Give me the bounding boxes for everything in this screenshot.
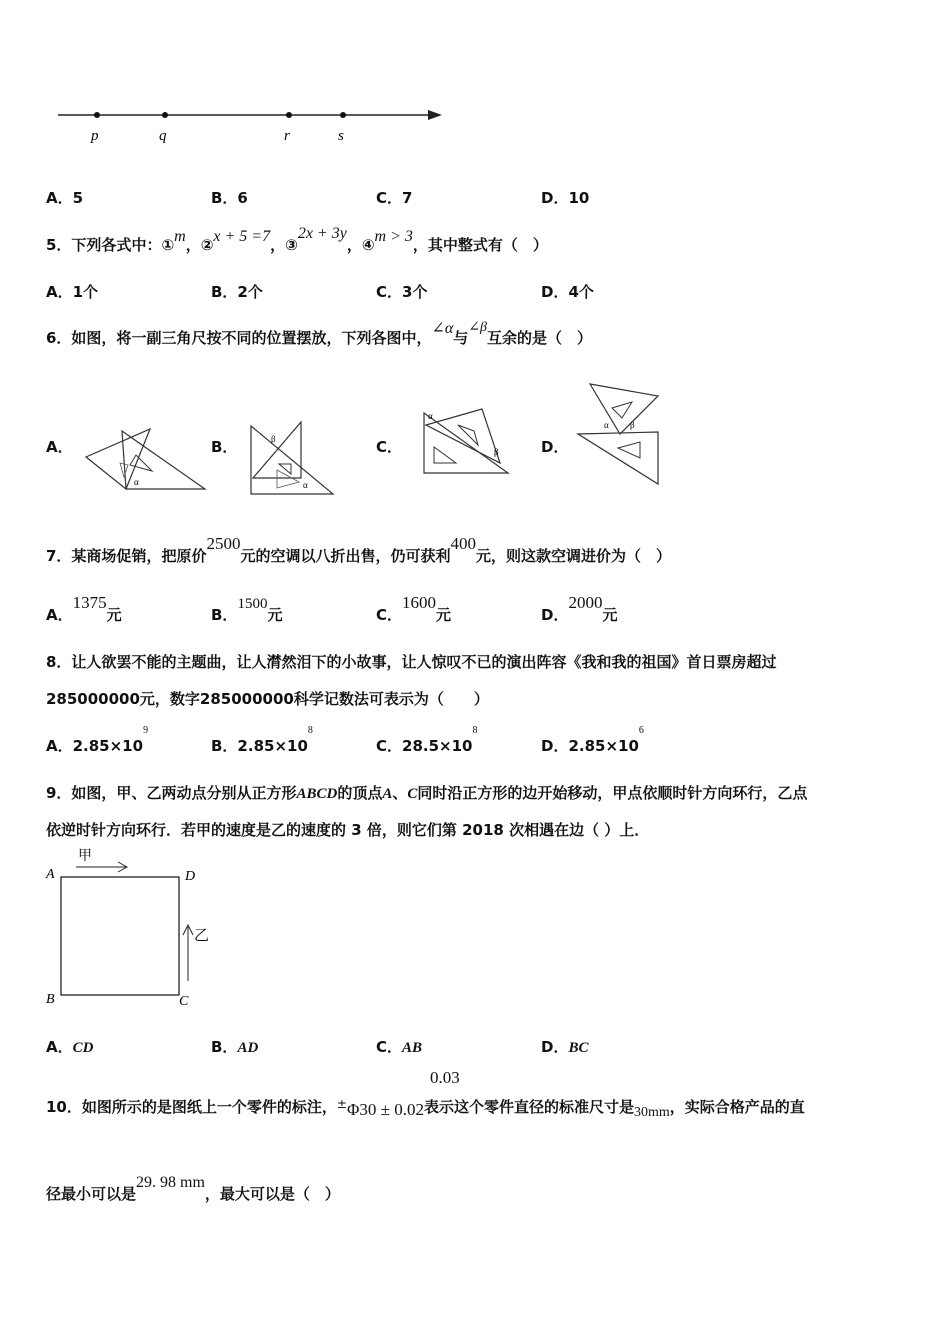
q6-option-c[interactable]: C． [376,438,403,456]
q4-option-a[interactable]: A．5 [46,189,84,207]
q6d-label-beta: β [630,420,635,430]
q6-option-a[interactable]: A． [46,438,73,456]
q7-option-c[interactable]: C．1600元 [376,593,452,624]
q8-stem-line1: 8．让人欲罢不能的主题曲，让人潸然泪下的小故事，让人惊叹不已的演出阵容《我和我的祖国》首日票房超过 [46,653,777,671]
q8-option-c[interactable]: C．$28.5\times 10^8$ [376,725,478,755]
q6a-label-alpha: α [134,477,139,487]
q10-stem-line1: 10．如图所示的是图纸上一个零件的标注，±Φ30 ± 0.02表示这个零件直径的标准尺寸是30mm，实际合格产品的直 [46,1097,805,1120]
q8-stem-line2: 285000000元，数字285000000科学记数法可表示为（ ） [46,690,489,708]
q4-option-c[interactable]: C．7 [376,189,413,207]
q6-angle-beta: ∠β [468,320,487,335]
vertex-a: A [46,867,55,882]
q7-option-d[interactable]: D．2000元 [541,593,618,624]
point-label-s: s [338,128,344,144]
q8-option-b[interactable]: B．$2.85\times 10^8$ [211,725,313,755]
q10-stem-line2: 径最小可以是29. 98 mm，最大可以是（ ） [46,1174,340,1203]
q6-angle-alpha: ∠α [431,320,454,337]
q7-price: 2500 [206,534,241,553]
q6-option-b[interactable]: B． [211,438,238,456]
q10-std-size: 30mm [633,1105,670,1120]
vertex-b: B [46,992,55,1007]
q4-option-b[interactable]: B．6 [211,189,248,207]
q9-option-b[interactable]: B．AD [211,1038,259,1056]
q6-option-d[interactable]: D． [541,438,569,456]
q6-figure-a [78,425,210,500]
point-label-q: q [159,128,167,144]
q7-option-a[interactable]: A．1375元 [46,593,122,624]
point-label-r: r [284,128,290,144]
q5-expr-3: 2x + 3y [297,225,347,242]
q9-option-c[interactable]: C．AB [376,1038,423,1056]
label-yi: 乙 [194,928,210,944]
vertex-c: C [179,994,189,1009]
number-line-figure [50,100,450,150]
q5-stem: 5．下列各式中：①m，②x + 5 =7，③2x + 3y，④m > 3，其中整式有（ ） [46,225,548,254]
q5-option-b[interactable]: B．2个 [211,283,263,301]
q6-stem: 6．如图，将一副三角尺按不同的位置摆放，下列各图中，∠α与∠β互余的是（ ） [46,320,592,347]
point-label-p: p [91,128,99,144]
q6d-label-alpha: α [604,420,609,430]
q6b-label-beta: β [271,434,276,444]
q10-min: 29. 98 mm [136,1174,205,1191]
q6c-label-alpha: α [428,411,433,421]
q5-expr-2: x + 5 =7 [213,228,271,245]
q5-expr-4: m > 3 [374,228,413,245]
q7-stem: 7．某商场促销，把原价2500元的空调以八折出售，仍可获利400元，则这款空调进价为（ ） [46,534,671,565]
q6b-label-alpha: α [303,480,308,490]
q10-tolerance: 0.03 [430,1068,460,1087]
q10-expr: Φ30 ± 0.02 [346,1100,424,1119]
q6-figure-c [418,405,518,477]
q8-option-a[interactable]: A．$2.85\times 10^9$ [46,725,149,755]
q9-stem-line1: 9．如图，甲、乙两动点分别从正方形ABCD的顶点A、C同时沿正方形的边开始移动，甲点依顺时针方向环行，乙点 [46,784,808,802]
q9-option-d[interactable]: D．BC [541,1038,589,1056]
q5-option-a[interactable]: A．1个 [46,283,99,301]
q5-expr-1: m [174,228,186,245]
q7-option-b[interactable]: B．1500元 [211,596,283,624]
q5-option-c[interactable]: C．3个 [376,283,428,301]
q7-profit: 400 [450,534,476,553]
q6c-label-beta: β [494,447,499,457]
q9-option-a[interactable]: A．CD [46,1038,94,1056]
q9-square-figure [40,845,220,1015]
q8-option-d[interactable]: D．$2.85\times 10^6$ [541,725,644,755]
vertex-d: D [185,869,196,884]
q6-figure-b [243,418,338,498]
q9-stem-line2: 依逆时针方向环行．若甲的速度是乙的速度的 3 倍，则它们第 2018 次相遇在边（ ）上． [46,821,650,839]
q5-option-d[interactable]: D．4个 [541,283,594,301]
label-jia: 甲 [78,849,92,864]
q4-option-d[interactable]: D．10 [541,189,590,207]
q6-figure-d [574,380,664,488]
